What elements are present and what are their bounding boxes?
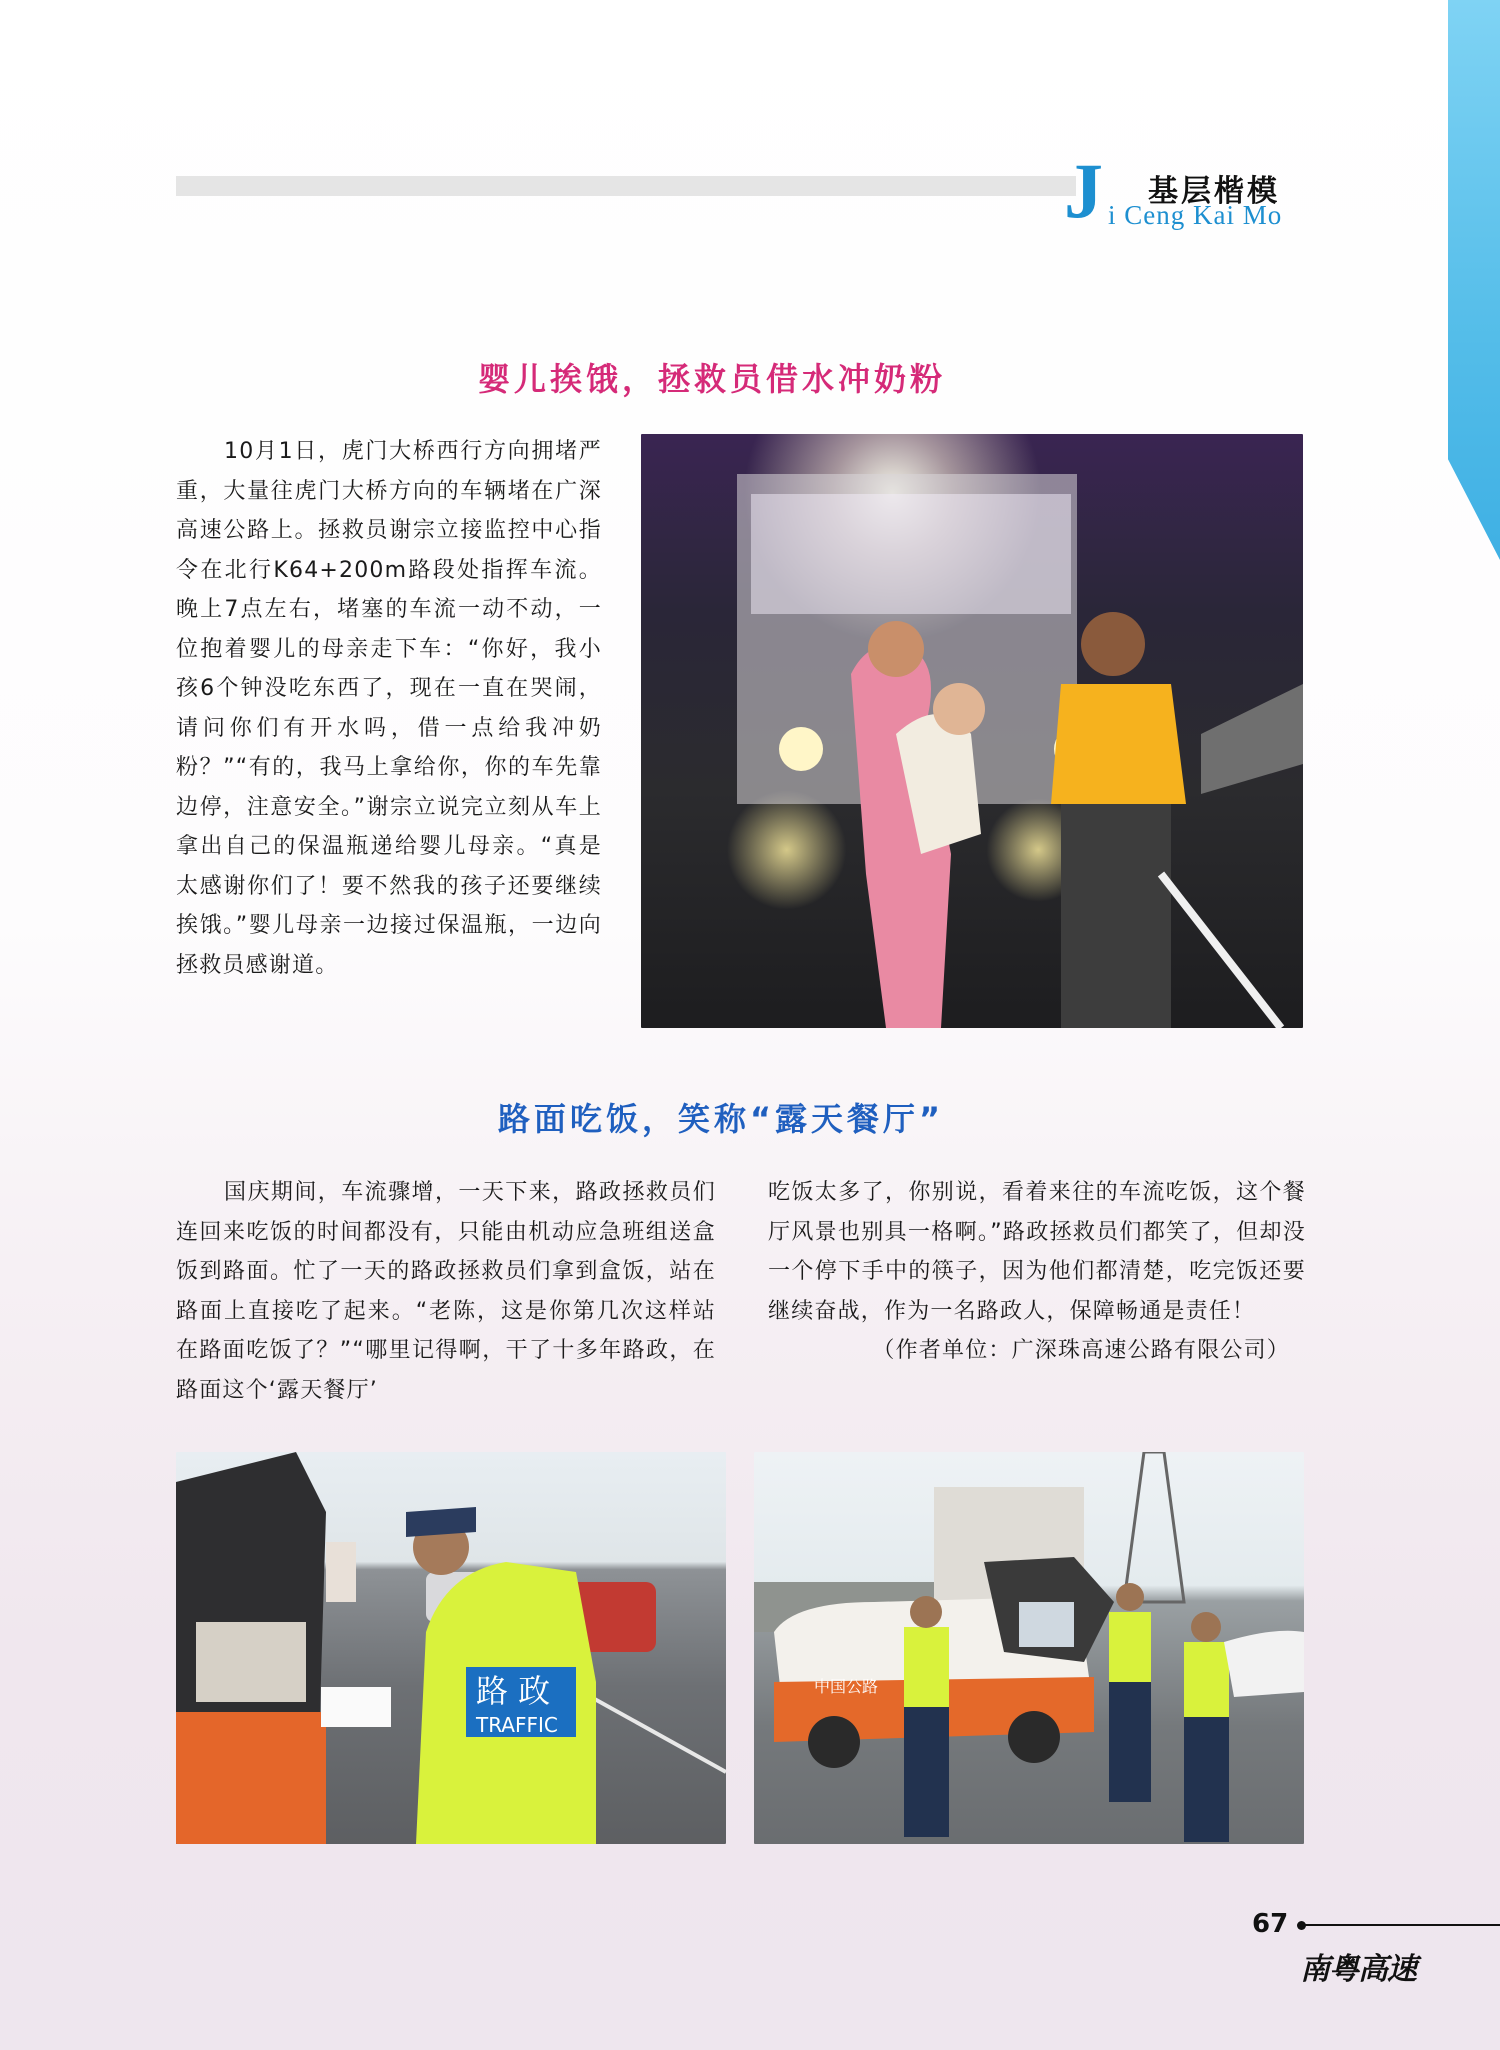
vest-text-en: TRAFFIC — [476, 1713, 558, 1737]
photo-rescuer-mother-baby — [641, 434, 1303, 1028]
section-category-en: i Ceng Kai Mo — [1108, 200, 1283, 230]
page-number: 67 — [1252, 1909, 1289, 1939]
author-affiliation: （作者单位：广深珠高速公路有限公司） — [872, 1338, 1290, 1363]
publication-logo: 南粤高速 — [1300, 1952, 1416, 1987]
article-body-2-left: 国庆期间，车流骤增，一天下来，路政拯救员们连回来吃饭的时间都没有，只能由机动应急班组送盒饭到路面。忙了一天的路政拯救员们拿到盒饭，站在路面上直接吃了起来。“老陈，这是你第几次这样站在路面吃饭了？”“哪里记得啊，干了十多年路政，在路面这个‘露天餐厅’ — [176, 1180, 716, 1403]
article-body-2-right — [768, 1173, 1306, 1371]
header-bar — [176, 176, 1076, 196]
car-door-text: 中国公路 — [814, 1677, 879, 1696]
vest-text-zh: 路 政 — [476, 1672, 551, 1710]
photo-officer-eating-roadside — [176, 1452, 726, 1844]
header-initial: J — [1064, 147, 1103, 234]
photo-officers-eating-by-car — [754, 1452, 1304, 1844]
article-body-2-right-text: 吃饭太多了，你别说，看着来往的车流吃饭，这个餐厅风景也别具一格啊。”路政拯救员们都笑了，但却没一个停下手中的筷子，因为他们都清楚，吃完饭还要继续奋战，作为一名路政人，保障畅通是责任！ — [768, 1180, 1306, 1324]
article-body-1: 10月1日，虎门大桥西行方向拥堵严重，大量往虎门大桥方向的车辆堵在广深高速公路上。拯救员谢宗立接监控中心指令在北行K64+200m路段处指挥车流。晚上7点左右，堵塞的车流一动不动，一位抱着婴儿的母亲走下车：“你好，我小孩6个钟没吃东西了，现在一直在哭闹，请问你们有开水吗，借一点给我冲奶粉？”“有的，我马上拿给你，你的车先靠边停，注意安全。”谢宗立说完立刻从车上拿出自己的保温瓶递给婴儿母亲。“真是太感谢你们了！要不然我的孩子还要继续挨饿。”婴儿母亲一边接过保温瓶，一边向拯救员感谢道。 — [176, 439, 602, 978]
side-color-tab — [1448, 0, 1500, 560]
article-title-2: 路面吃饭，笑称“露天餐厅” — [498, 1100, 945, 1138]
section-category-zh: 基层楷模 — [1148, 174, 1280, 209]
article-title-1: 婴儿挨饿，拯救员借水冲奶粉 — [478, 360, 947, 398]
footer-line — [1304, 1924, 1500, 1926]
